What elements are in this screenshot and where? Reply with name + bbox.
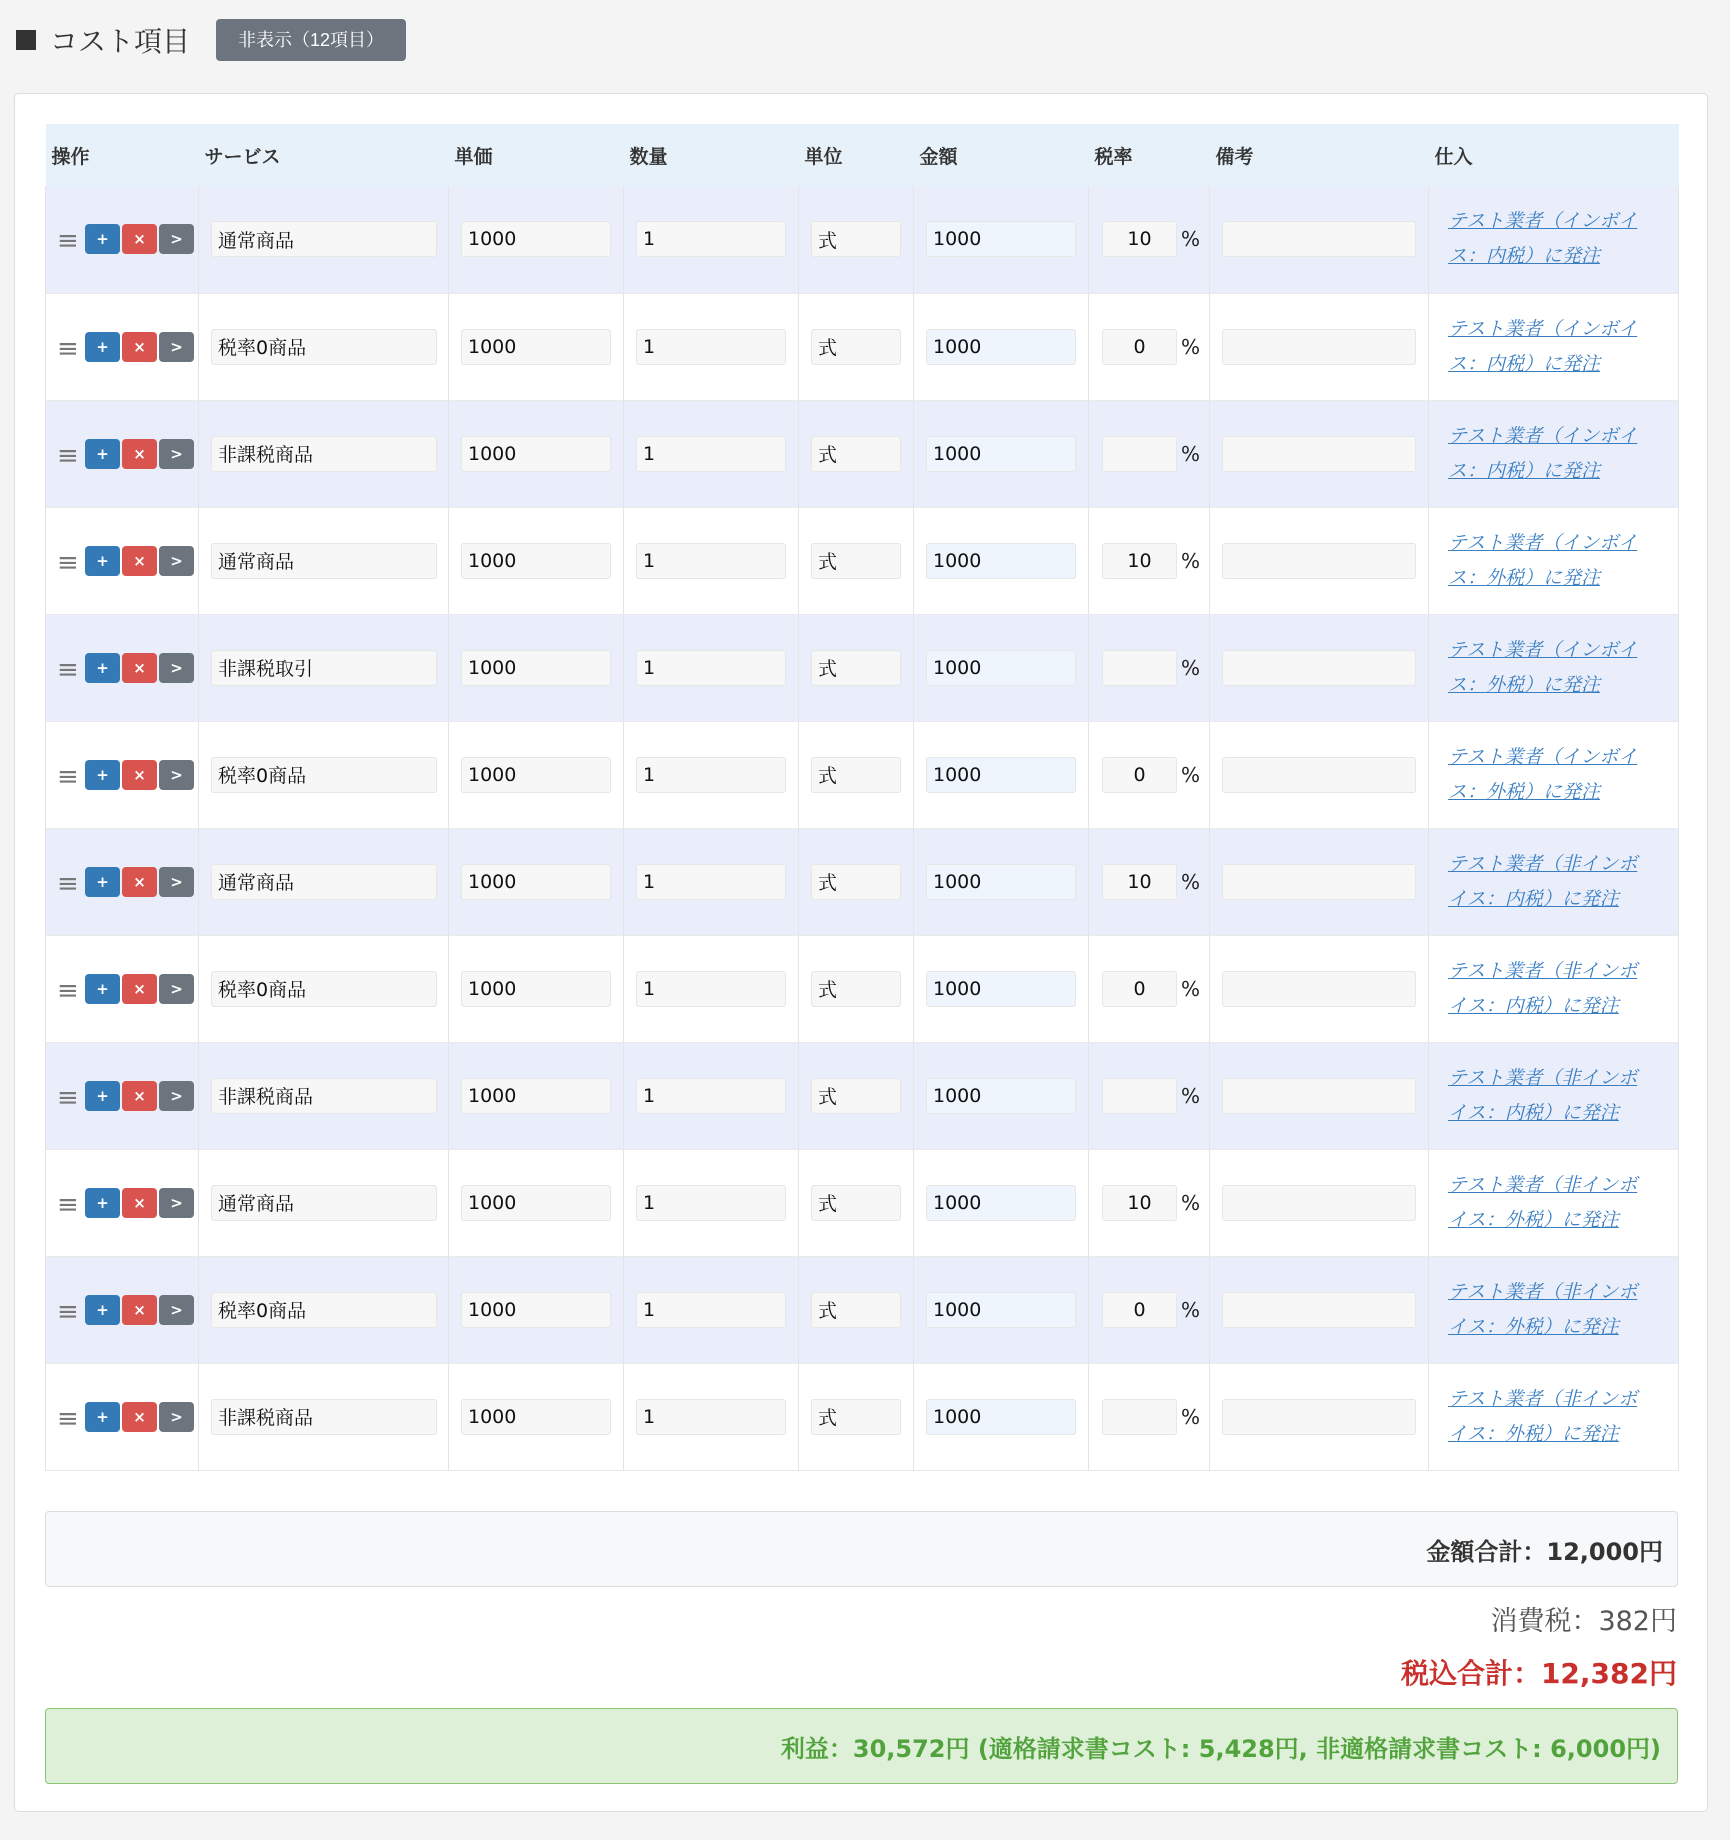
tax-rate-input[interactable] (1102, 757, 1177, 793)
note-cell (1210, 293, 1429, 400)
hide-items-button[interactable]: 非表示（12項目） (216, 19, 406, 61)
tax-rate-cell (1089, 1363, 1210, 1470)
service-input[interactable] (211, 757, 437, 793)
expand-row-button[interactable]: > (159, 1295, 194, 1325)
col-header-tax-rate: 税率 (1089, 124, 1210, 186)
operation-cell (46, 1363, 199, 1470)
service-cell (199, 1256, 449, 1363)
amount-input[interactable] (926, 543, 1076, 579)
operation-cell (46, 507, 199, 614)
amount-cell (914, 1363, 1089, 1470)
expand-row-button[interactable]: > (159, 653, 194, 683)
vendor-order-link[interactable]: テスト業者（非インボイス：外税）に発注 (1448, 1387, 1638, 1445)
unit-price-input[interactable] (461, 864, 611, 900)
percent-sign: % (1181, 1190, 1201, 1215)
table-row (46, 293, 1679, 400)
quantity-cell (624, 721, 799, 828)
unit-price-input[interactable] (461, 436, 611, 472)
unit-price-input[interactable] (461, 1399, 611, 1435)
unit-price-cell (449, 935, 624, 1042)
unit-price-input[interactable] (461, 543, 611, 579)
operation-cell (46, 1042, 199, 1149)
amount-cell (914, 614, 1089, 721)
tax-rate-input[interactable] (1102, 221, 1177, 257)
note-input[interactable] (1222, 436, 1416, 472)
service-input[interactable] (211, 1292, 437, 1328)
delete-row-button[interactable]: × (122, 1295, 157, 1325)
amount-cell (914, 1042, 1089, 1149)
tax-rate-cell (1089, 400, 1210, 507)
delete-row-button[interactable]: × (122, 974, 157, 1004)
service-cell (199, 293, 449, 400)
percent-sign: % (1181, 1083, 1201, 1108)
purchase-cell (1429, 935, 1679, 1042)
service-cell (199, 828, 449, 935)
drag-handle-icon[interactable]: ≡ (57, 868, 79, 899)
note-cell (1210, 614, 1429, 721)
percent-sign: % (1181, 1297, 1201, 1322)
operation-cell (46, 828, 199, 935)
purchase-cell (1429, 1256, 1679, 1363)
tax-rate-input[interactable] (1102, 1399, 1177, 1435)
unit-price-input[interactable] (461, 650, 611, 686)
profit-box (45, 1708, 1678, 1784)
add-row-button[interactable]: + (85, 867, 120, 897)
drag-handle-icon[interactable]: ≡ (57, 654, 79, 685)
operation-cell (46, 1256, 199, 1363)
percent-sign: % (1181, 976, 1201, 1001)
percent-sign: % (1181, 227, 1201, 252)
unit-price-cell (449, 721, 624, 828)
unit-price-cell (449, 1042, 624, 1149)
tax-rate-input[interactable] (1102, 971, 1177, 1007)
tax-rate-input[interactable] (1102, 329, 1177, 365)
amount-cell (914, 293, 1089, 400)
quantity-input[interactable] (636, 1185, 786, 1221)
purchase-cell (1429, 721, 1679, 828)
unit-input[interactable] (811, 436, 901, 472)
unit-price-cell (449, 400, 624, 507)
col-header-purchase: 仕入 (1429, 124, 1679, 186)
tax-rate-input[interactable] (1102, 436, 1177, 472)
quantity-cell (624, 1256, 799, 1363)
vendor-order-link[interactable]: テスト業者（非インボイス：内税）に発注 (1448, 959, 1638, 1017)
drag-handle-icon[interactable]: ≡ (57, 1403, 79, 1434)
note-cell (1210, 935, 1429, 1042)
unit-cell (799, 721, 914, 828)
unit-cell (799, 507, 914, 614)
tax-rate-input[interactable] (1102, 864, 1177, 900)
unit-cell (799, 1149, 914, 1256)
table-row (46, 1149, 1679, 1256)
note-cell (1210, 507, 1429, 614)
vendor-order-link[interactable]: テスト業者（インボイス：外税）に発注 (1448, 638, 1638, 696)
drag-handle-icon[interactable]: ≡ (57, 333, 79, 364)
add-row-button[interactable]: + (85, 653, 120, 683)
drag-handle-icon[interactable]: ≡ (57, 761, 79, 792)
service-cell (199, 1042, 449, 1149)
note-input[interactable] (1222, 1185, 1416, 1221)
unit-price-input[interactable] (461, 1292, 611, 1328)
unit-input[interactable] (811, 221, 901, 257)
table-row (46, 507, 1679, 614)
expand-row-button[interactable]: > (159, 760, 194, 790)
tax-rate-cell (1089, 186, 1210, 293)
delete-row-button[interactable]: × (122, 439, 157, 469)
amount-cell (914, 1149, 1089, 1256)
amount-input[interactable] (926, 864, 1076, 900)
consumption-tax: 消費税：382円 (1490, 1606, 1677, 1637)
operation-cell (46, 614, 199, 721)
amount-input[interactable] (926, 329, 1076, 365)
quantity-input[interactable] (636, 436, 786, 472)
unit-input[interactable] (811, 757, 901, 793)
percent-sign: % (1181, 548, 1201, 573)
unit-input[interactable] (811, 971, 901, 1007)
service-input[interactable] (211, 864, 437, 900)
amount-cell (914, 400, 1089, 507)
expand-row-button[interactable]: > (159, 439, 194, 469)
drag-handle-icon[interactable]: ≡ (57, 975, 79, 1006)
drag-handle-icon[interactable]: ≡ (57, 440, 79, 471)
amount-input[interactable] (926, 971, 1076, 1007)
unit-price-input[interactable] (461, 329, 611, 365)
add-row-button[interactable]: + (85, 1402, 120, 1432)
tax-rate-input[interactable] (1102, 1185, 1177, 1221)
table-row (46, 1042, 1679, 1149)
amount-input[interactable] (926, 1185, 1076, 1221)
quantity-cell (624, 507, 799, 614)
expand-row-button[interactable]: > (159, 1081, 194, 1111)
expand-row-button[interactable]: > (159, 1402, 194, 1432)
service-cell (199, 507, 449, 614)
quantity-cell (624, 1149, 799, 1256)
quantity-input[interactable] (636, 329, 786, 365)
quantity-cell (624, 293, 799, 400)
expand-row-button[interactable]: > (159, 867, 194, 897)
delete-row-button[interactable]: × (122, 653, 157, 683)
unit-input[interactable] (811, 1185, 901, 1221)
add-row-button[interactable]: + (85, 1081, 120, 1111)
delete-row-button[interactable]: × (122, 760, 157, 790)
amount-cell (914, 186, 1089, 293)
quantity-cell (624, 186, 799, 293)
amount-total: 金額合計：12,000円 (1426, 1537, 1663, 1566)
expand-row-button[interactable]: > (159, 974, 194, 1004)
note-cell (1210, 400, 1429, 507)
note-cell (1210, 1149, 1429, 1256)
tax-rate-cell (1089, 614, 1210, 721)
table-header-row (46, 124, 1679, 186)
purchase-cell (1429, 507, 1679, 614)
unit-price-input[interactable] (461, 1078, 611, 1114)
vendor-order-link[interactable]: テスト業者（インボイス：内税）に発注 (1448, 424, 1638, 482)
table-row (46, 614, 1679, 721)
service-input[interactable] (211, 650, 437, 686)
expand-row-button[interactable]: > (159, 332, 194, 362)
add-row-button[interactable]: + (85, 332, 120, 362)
unit-input[interactable] (811, 864, 901, 900)
amount-cell (914, 507, 1089, 614)
profit-text: 利益：30,572円 (適格請求書コスト: 5,428円, 非適格請求書コスト: 6,000円) (780, 1734, 1661, 1763)
operation-cell (46, 186, 199, 293)
table-row (46, 721, 1679, 828)
table-row (46, 935, 1679, 1042)
note-input[interactable] (1222, 971, 1416, 1007)
unit-price-input[interactable] (461, 1185, 611, 1221)
quantity-cell (624, 828, 799, 935)
service-input[interactable] (211, 329, 437, 365)
tax-rate-cell (1089, 1042, 1210, 1149)
drag-handle-icon[interactable]: ≡ (57, 547, 79, 578)
amount-cell (914, 1256, 1089, 1363)
add-row-button[interactable]: + (85, 760, 120, 790)
purchase-cell (1429, 186, 1679, 293)
total-with-tax: 税込合計：12,382円 (1400, 1657, 1677, 1690)
unit-input[interactable] (811, 329, 901, 365)
amount-input[interactable] (926, 436, 1076, 472)
add-row-button[interactable]: + (85, 1295, 120, 1325)
amount-input[interactable] (926, 1292, 1076, 1328)
purchase-cell (1429, 293, 1679, 400)
drag-handle-icon[interactable]: ≡ (57, 226, 79, 257)
delete-row-button[interactable]: × (122, 224, 157, 254)
note-input[interactable] (1222, 543, 1416, 579)
delete-row-button[interactable]: × (122, 1081, 157, 1111)
quantity-input[interactable] (636, 864, 786, 900)
delete-row-button[interactable]: × (122, 332, 157, 362)
tax-rate-cell (1089, 828, 1210, 935)
service-input[interactable] (211, 1185, 437, 1221)
delete-row-button[interactable]: × (122, 1402, 157, 1432)
vendor-order-link[interactable]: テスト業者（インボイス：内税）に発注 (1448, 317, 1638, 375)
percent-sign: % (1181, 334, 1201, 359)
amount-input[interactable] (926, 1078, 1076, 1114)
service-input[interactable] (211, 436, 437, 472)
unit-cell (799, 1042, 914, 1149)
amount-input[interactable] (926, 650, 1076, 686)
amount-cell (914, 721, 1089, 828)
unit-price-cell (449, 1149, 624, 1256)
amount-input[interactable] (926, 1399, 1076, 1435)
table-row (46, 828, 1679, 935)
percent-sign: % (1181, 441, 1201, 466)
operation-cell (46, 935, 199, 1042)
unit-input[interactable] (811, 650, 901, 686)
tax-rate-input[interactable] (1102, 650, 1177, 686)
note-input[interactable] (1222, 1078, 1416, 1114)
delete-row-button[interactable]: × (122, 867, 157, 897)
vendor-order-link[interactable]: テスト業者（非インボイス：内税）に発注 (1448, 1066, 1638, 1124)
drag-handle-icon[interactable]: ≡ (57, 1189, 79, 1220)
add-row-button[interactable]: + (85, 974, 120, 1004)
expand-row-button[interactable]: > (159, 224, 194, 254)
table-row (46, 186, 1679, 293)
note-cell (1210, 721, 1429, 828)
note-cell (1210, 1256, 1429, 1363)
note-cell (1210, 828, 1429, 935)
service-input[interactable] (211, 971, 437, 1007)
delete-row-button[interactable]: × (122, 1188, 157, 1218)
amount-cell (914, 935, 1089, 1042)
col-header-service: サービス (199, 124, 449, 186)
table-row (46, 1256, 1679, 1363)
tax-rate-cell (1089, 507, 1210, 614)
unit-price-input[interactable] (461, 971, 611, 1007)
section-header (16, 18, 406, 62)
service-cell (199, 1149, 449, 1256)
square-icon (16, 30, 36, 50)
unit-input[interactable] (811, 543, 901, 579)
percent-sign: % (1181, 1404, 1201, 1429)
cost-items-card (14, 93, 1708, 1812)
note-cell (1210, 1042, 1429, 1149)
unit-cell (799, 828, 914, 935)
unit-cell (799, 1363, 914, 1470)
service-input[interactable] (211, 543, 437, 579)
purchase-cell (1429, 400, 1679, 507)
add-row-button[interactable]: + (85, 546, 120, 576)
unit-cell (799, 1256, 914, 1363)
unit-price-cell (449, 828, 624, 935)
col-header-amount: 金額 (914, 124, 1089, 186)
percent-sign: % (1181, 869, 1201, 894)
tax-rate-input[interactable] (1102, 1078, 1177, 1114)
amount-input[interactable] (926, 221, 1076, 257)
expand-row-button[interactable]: > (159, 1188, 194, 1218)
note-cell (1210, 186, 1429, 293)
unit-price-input[interactable] (461, 757, 611, 793)
amount-total-box (45, 1511, 1678, 1587)
note-input[interactable] (1222, 329, 1416, 365)
col-header-unit-price: 単価 (449, 124, 624, 186)
quantity-cell (624, 614, 799, 721)
service-cell (199, 186, 449, 293)
tax-rate-input[interactable] (1102, 543, 1177, 579)
service-input[interactable] (211, 1399, 437, 1435)
unit-input[interactable] (811, 1399, 901, 1435)
note-input[interactable] (1222, 221, 1416, 257)
purchase-cell (1429, 828, 1679, 935)
expand-row-button[interactable]: > (159, 546, 194, 576)
purchase-cell (1429, 1363, 1679, 1470)
service-cell (199, 614, 449, 721)
unit-input[interactable] (811, 1292, 901, 1328)
col-header-quantity: 数量 (624, 124, 799, 186)
tax-rate-cell (1089, 935, 1210, 1042)
service-input[interactable] (211, 1078, 437, 1114)
purchase-cell (1429, 1042, 1679, 1149)
service-cell (199, 400, 449, 507)
quantity-cell (624, 1042, 799, 1149)
col-header-unit: 単位 (799, 124, 914, 186)
quantity-cell (624, 1363, 799, 1470)
quantity-input[interactable] (636, 1292, 786, 1328)
note-input[interactable] (1222, 1292, 1416, 1328)
percent-sign: % (1181, 655, 1201, 680)
add-row-button[interactable]: + (85, 224, 120, 254)
add-row-button[interactable]: + (85, 439, 120, 469)
service-cell (199, 1363, 449, 1470)
amount-cell (914, 828, 1089, 935)
vendor-order-link[interactable]: テスト業者（非インボイス：内税）に発注 (1448, 852, 1638, 910)
unit-cell (799, 400, 914, 507)
delete-row-button[interactable]: × (122, 546, 157, 576)
operation-cell (46, 721, 199, 828)
col-header-operation: 操作 (46, 124, 199, 186)
unit-cell (799, 186, 914, 293)
drag-handle-icon[interactable]: ≡ (57, 1296, 79, 1327)
unit-cell (799, 614, 914, 721)
quantity-input[interactable] (636, 221, 786, 257)
table-row (46, 1363, 1679, 1470)
service-input[interactable] (211, 221, 437, 257)
unit-price-cell (449, 1363, 624, 1470)
quantity-input[interactable] (636, 650, 786, 686)
unit-price-cell (449, 293, 624, 400)
cost-items-table (45, 124, 1679, 1471)
vendor-order-link[interactable]: テスト業者（インボイス：外税）に発注 (1448, 745, 1638, 803)
purchase-cell (1429, 1149, 1679, 1256)
note-input[interactable] (1222, 1399, 1416, 1435)
section-title: コスト項目 (50, 25, 191, 58)
quantity-cell (624, 935, 799, 1042)
unit-price-cell (449, 507, 624, 614)
note-cell (1210, 1363, 1429, 1470)
tax-rate-cell (1089, 1149, 1210, 1256)
col-header-note: 備考 (1210, 124, 1429, 186)
vendor-order-link[interactable]: テスト業者（非インボイス：外税）に発注 (1448, 1173, 1638, 1231)
note-input[interactable] (1222, 757, 1416, 793)
add-row-button[interactable]: + (85, 1188, 120, 1218)
vendor-order-link[interactable]: テスト業者（非インボイス：外税）に発注 (1448, 1280, 1638, 1338)
quantity-input[interactable] (636, 1078, 786, 1114)
quantity-input[interactable] (636, 1399, 786, 1435)
operation-cell (46, 400, 199, 507)
service-cell (199, 935, 449, 1042)
vendor-order-link[interactable]: テスト業者（インボイス：外税）に発注 (1448, 531, 1638, 589)
quantity-input[interactable] (636, 543, 786, 579)
operation-cell (46, 293, 199, 400)
quantity-input[interactable] (636, 971, 786, 1007)
unit-price-input[interactable] (461, 221, 611, 257)
unit-price-cell (449, 186, 624, 293)
percent-sign: % (1181, 762, 1201, 787)
service-cell (199, 721, 449, 828)
unit-cell (799, 935, 914, 1042)
unit-input[interactable] (811, 1078, 901, 1114)
quantity-input[interactable] (636, 757, 786, 793)
operation-cell (46, 1149, 199, 1256)
note-input[interactable] (1222, 650, 1416, 686)
quantity-cell (624, 400, 799, 507)
tax-rate-input[interactable] (1102, 1292, 1177, 1328)
note-input[interactable] (1222, 864, 1416, 900)
unit-cell (799, 293, 914, 400)
tax-rate-cell (1089, 293, 1210, 400)
table-row (46, 400, 1679, 507)
amount-input[interactable] (926, 757, 1076, 793)
drag-handle-icon[interactable]: ≡ (57, 1082, 79, 1113)
vendor-order-link[interactable]: テスト業者（インボイス：内税）に発注 (1448, 210, 1638, 268)
unit-price-cell (449, 1256, 624, 1363)
unit-price-cell (449, 614, 624, 721)
tax-rate-cell (1089, 1256, 1210, 1363)
table-body (46, 186, 1679, 1470)
tax-rate-cell (1089, 721, 1210, 828)
purchase-cell (1429, 614, 1679, 721)
